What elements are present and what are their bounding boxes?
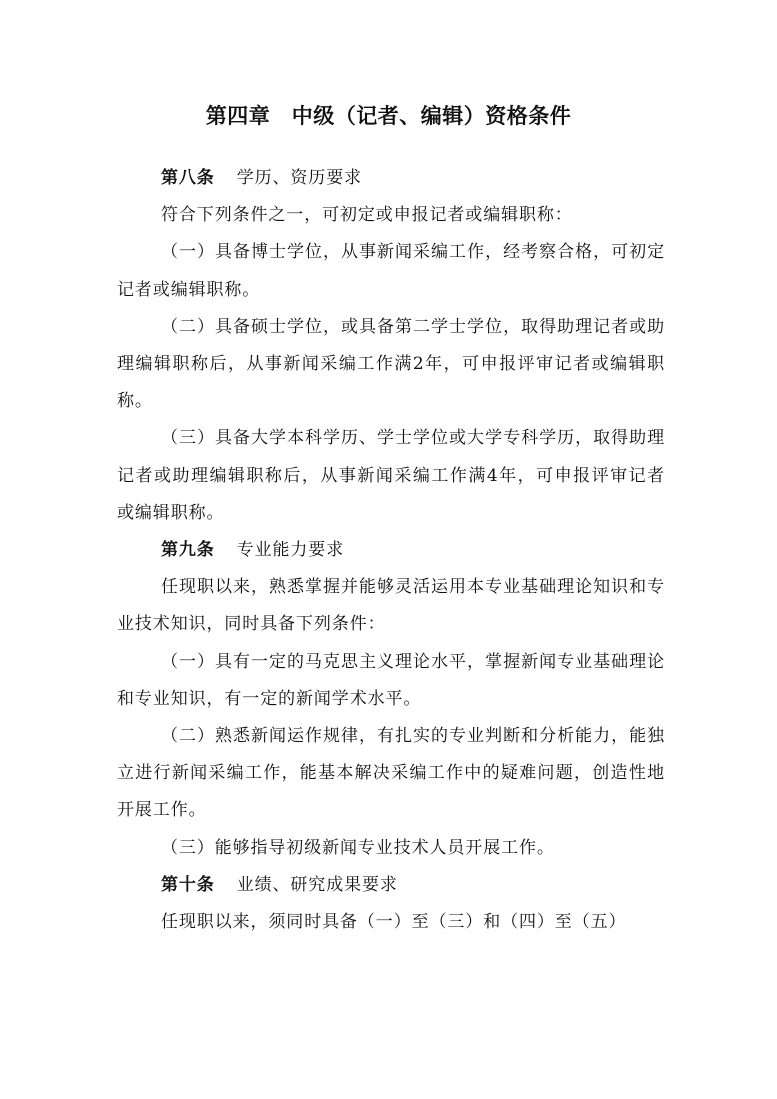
article-number: 第九条 xyxy=(161,540,215,561)
article-8-item-2: （二）具备硕士学位，或具备第二学士学位，取得助理记者或助理编辑职称后，从事新闻采编工作满2年，可申报评审记者或编辑职称。 xyxy=(117,316,665,412)
chapter-title: 第四章 中级（记者、编辑）资格条件 xyxy=(205,104,572,128)
article-8-item-1: （一）具备博士学位，从事新闻采编工作，经考察合格，可初定记者或编辑职称。 xyxy=(117,242,665,300)
article-9-intro: 任现职以来，熟悉掌握并能够灵活运用本专业基础理论知识和专业技术知识，同时具备下列条件： xyxy=(117,577,665,635)
article-9-item-2: （二）熟悉新闻运作规律，有扎实的专业判断和分析能力，能独立进行新闻采编工作，能基本解决采编工作中的疑难问题，创造性地开展工作。 xyxy=(117,726,665,821)
article-title: 专业能力要求 xyxy=(236,540,345,561)
article-9-item-1: （一）具有一定的马克思主义理论水平，掌握新闻专业基础理论和专业知识，有一定的新闻学术水平。 xyxy=(117,651,665,709)
article-9-item-3: （三）能够指导初级新闻专业技术人员开展工作。 xyxy=(161,837,555,858)
document-body xyxy=(117,160,665,941)
article-8-intro: 符合下列条件之一，可初定或申报记者或编辑职称： xyxy=(161,205,573,226)
article-title: 学历、资历要求 xyxy=(236,168,363,188)
article-10-heading xyxy=(117,867,665,904)
article-8-item-3: （三）具备大学本科学历、学士学位或大学专科学历，取得助理记者或助理编辑职称后，从事新闻采编工作满4年，可申报评审记者或编辑职称。 xyxy=(117,428,665,523)
article-number: 第十条 xyxy=(161,874,215,895)
article-9-heading xyxy=(117,532,665,569)
article-10-intro: 任现职以来，须同时具备（一）至（三）和（四）至（五） xyxy=(161,912,627,933)
article-number: 第八条 xyxy=(161,168,215,188)
article-8-heading xyxy=(117,160,665,197)
article-title: 业绩、研究成果要求 xyxy=(236,874,398,895)
